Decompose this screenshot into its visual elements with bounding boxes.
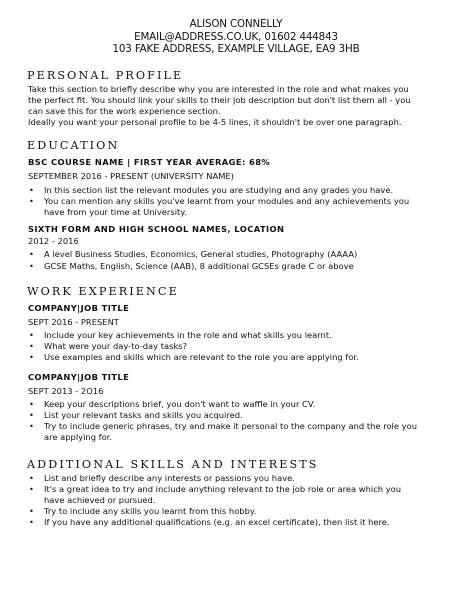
profile-line: the perfect fit. You should link your skills to their job description but don't list them all - you: [28, 94, 411, 105]
profile-paragraph: [28, 84, 450, 129]
profile-line: can save this for the work experience section.: [28, 105, 221, 116]
personal-profile-section: [22, 69, 450, 129]
education-heading: BSC COURSE NAME | FIRST YEAR AVERAGE: 68%: [28, 157, 271, 168]
job-dates: SEPT 2016 - PRESENT: [28, 316, 119, 327]
job-bullets: [22, 330, 450, 364]
additional-skills-section: [22, 458, 450, 529]
contact-line: EMAIL@ADDRESS.CO.UK, 01602 444843: [134, 30, 338, 43]
section-title-additional-skills: ADDITIONAL SKILLS AND INTERESTS: [27, 457, 319, 471]
education-bullets: [22, 249, 450, 271]
list-item: • Try to include generic phrases, try and make it personal to the company and the role you are applying for.: [28, 421, 450, 443]
job-heading: COMPANY|JOB TITLE: [28, 371, 130, 382]
job-heading: COMPANY|JOB TITLE: [28, 302, 130, 313]
education-dates: 2012 - 2016: [28, 236, 79, 247]
profile-line: Ideally you want your personal profile to be 4-5 lines, it shouldn't be over one paragraph.: [28, 117, 402, 128]
list-item: • A level Business Studies, Economics, General studies, Photography (AAAA): [28, 249, 450, 260]
list-item: • In this section list the relevant modules you are studying and any grades you have.: [28, 185, 450, 196]
list-item: • GCSE Maths, English, Science (AAB), 8 additional GCSEs grade C or above: [28, 261, 450, 272]
applicant-name: ALISON CONNELLY: [189, 18, 283, 30]
section-title-personal-profile: PERSONAL PROFILE: [27, 68, 184, 82]
work-experience-section: [22, 285, 450, 444]
education-section: [22, 139, 450, 271]
section-title-education: EDUCATION: [27, 139, 120, 153]
list-item: • List and briefly describe any interests or passions you have.: [28, 473, 450, 484]
job-bullets: [22, 399, 450, 444]
education-dates: SEPTEMBER 2016 - PRESENT (UNIVERSITY NAME): [28, 171, 234, 182]
profile-line: Take this section to briefly describe why you are interested in the role and what makes you: [28, 83, 409, 94]
list-item: • Include your key achievements in the role and what skills you learnt.: [28, 330, 450, 341]
address-line: 103 FAKE ADDRESS, EXAMPLE VILLAGE, EA9 3HB: [112, 43, 360, 55]
skills-bullets: [22, 473, 450, 529]
education-heading: SIXTH FORM AND HIGH SCHOOL NAMES, LOCATION: [28, 224, 285, 235]
list-item: • It's a great idea to try and include anything relevant to the job role or area which you have achieved or pursued.: [28, 484, 450, 506]
list-item: • If you have any additional qualifications (e.g. an excel certificate), then list it here.: [28, 517, 450, 528]
education-bullets: [22, 185, 450, 219]
cv-header: [22, 18, 450, 56]
list-item: • You can mention any skills you've learnt from your modules and any achievements you have from your time at University.: [28, 196, 450, 218]
list-item: • Try to include any skills you learnt from this hobby.: [28, 506, 450, 517]
list-item: • List your relevant tasks and skills you acquired.: [28, 410, 450, 421]
job-dates: SEPT 2013 - 2O16: [28, 385, 104, 396]
list-item: • Keep your descriptions brief, you don't want to waffle in your CV.: [28, 399, 450, 410]
list-item: • What were your day-to-day tasks?: [28, 341, 450, 352]
list-item: • Use examples and skills which are relevant to the role you are applying for.: [28, 352, 450, 363]
section-title-work-experience: WORK EXPERIENCE: [27, 284, 179, 298]
